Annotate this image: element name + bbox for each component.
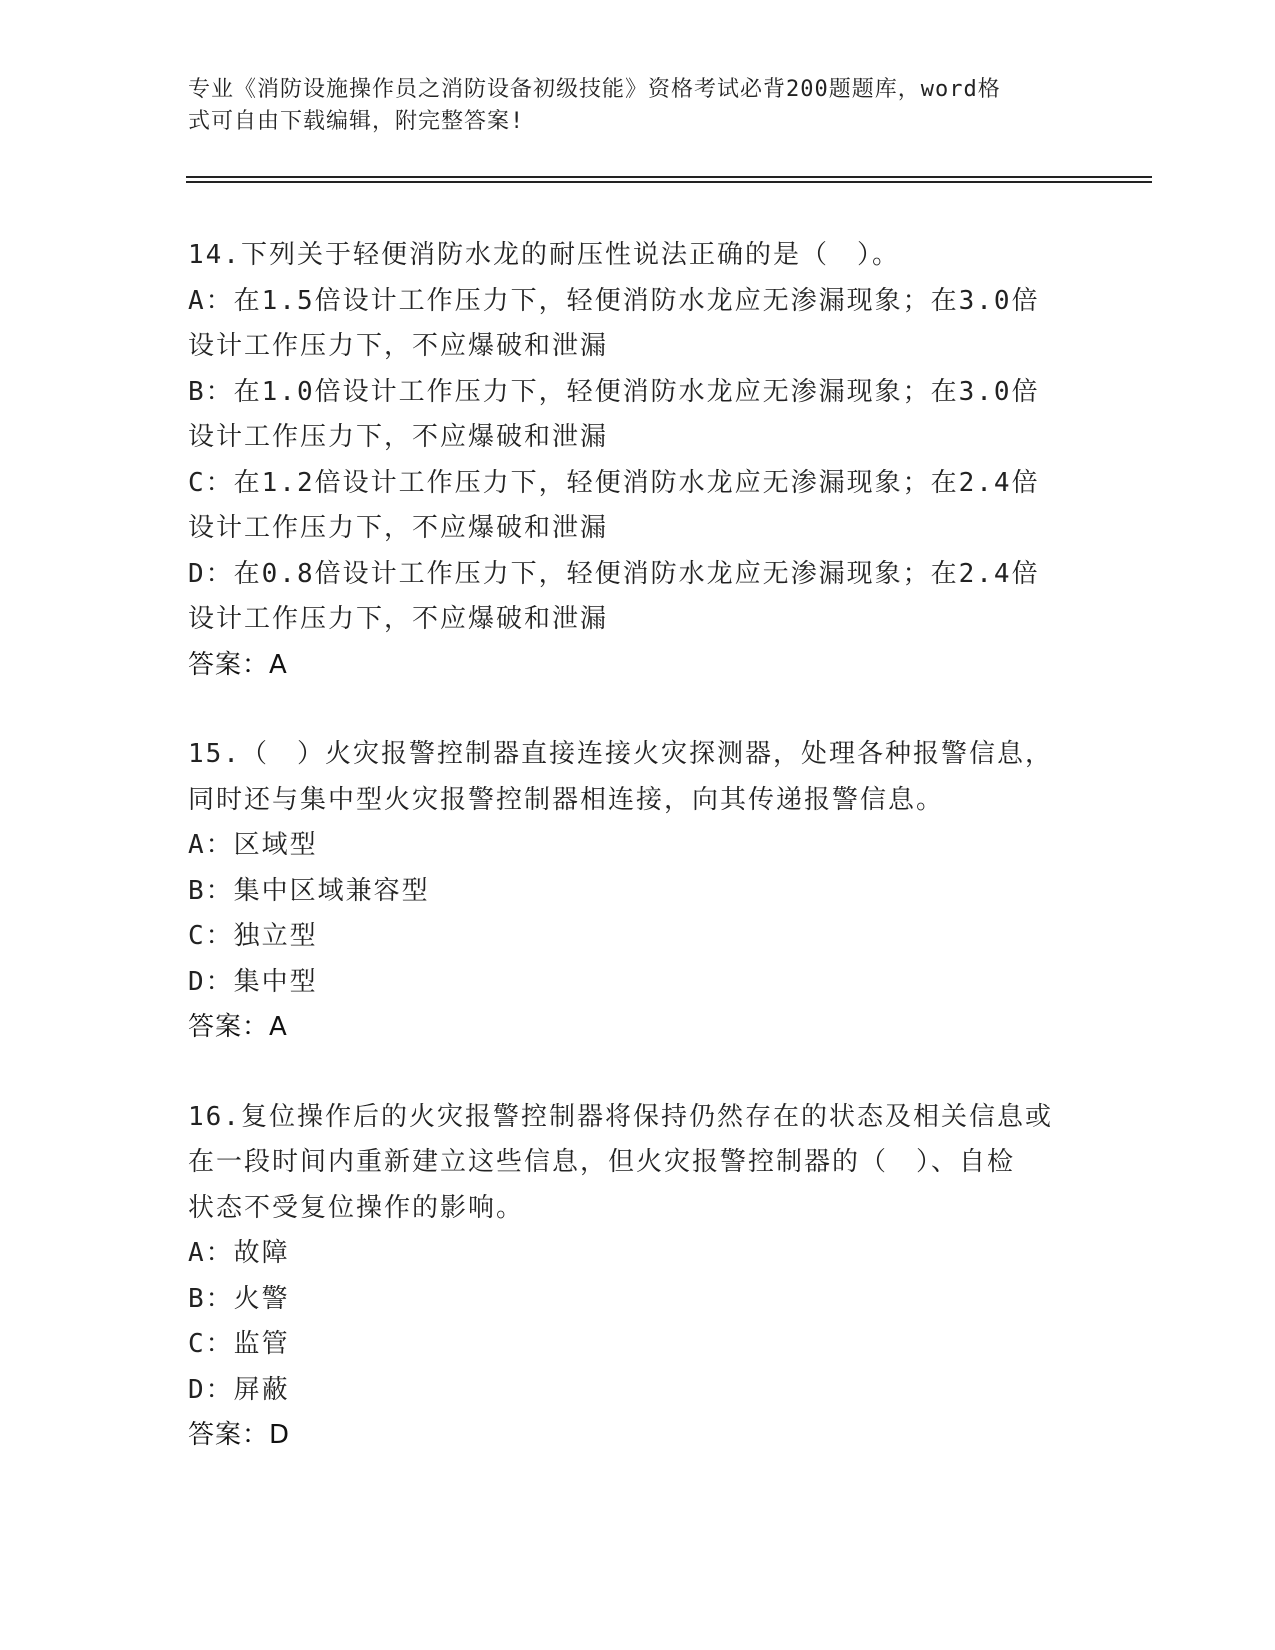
header-divider-bottom: [186, 181, 1152, 183]
question-stem: 14.下列关于轻便消防水龙的耐压性说法正确的是（ ）。: [188, 240, 900, 270]
option-a: A：故障: [188, 1238, 290, 1268]
option-b-continued: 设计工作压力下，不应爆破和泄漏: [188, 422, 609, 452]
header-divider-top: [186, 176, 1152, 178]
question-stem: 15.（ ）火灾报警控制器直接连接火灾探测器，处理各种报警信息，: [188, 739, 1053, 769]
answer: 答案：A: [188, 649, 288, 680]
header-title-line-2: 式可自由下载编辑，附完整答案!: [188, 109, 525, 134]
header-title-line-1: 专业《消防设施操作员之消防设备初级技能》资格考试必背200题题库，word格: [188, 77, 1001, 102]
question-16: [188, 1095, 1088, 1459]
option-c: C：独立型: [188, 921, 318, 951]
question-stem-continued: 状态不受复位操作的影响。: [188, 1192, 525, 1223]
question-stem-continued: 在一段时间内重新建立这些信息，但火灾报警控制器的（ ）、自检: [188, 1147, 1016, 1177]
question-15: [188, 732, 1088, 1051]
option-a: A：在1.5倍设计工作压力下，轻便消防水龙应无渗漏现象；在3.0倍: [188, 285, 1040, 316]
option-c: C：监管: [188, 1329, 290, 1359]
option-d: D：集中型: [188, 966, 318, 997]
option-c-continued: 设计工作压力下，不应爆破和泄漏: [188, 513, 609, 543]
answer: 答案：A: [188, 1012, 288, 1042]
option-c: C：在1.2倍设计工作压力下，轻便消防水龙应无渗漏现象；在2.4倍: [188, 467, 1040, 498]
document-header: [188, 74, 1068, 138]
option-d-continued: 设计工作压力下，不应爆破和泄漏: [188, 604, 609, 634]
option-d: D：屏蔽: [188, 1374, 290, 1405]
question-list: [188, 233, 1088, 1503]
option-b: B：火警: [188, 1283, 290, 1314]
question-14: [188, 233, 1088, 688]
question-stem-continued: 同时还与集中型火灾报警控制器相连接，向其传递报警信息。: [188, 784, 945, 815]
option-b: B：集中区域兼容型: [188, 875, 430, 906]
option-a-continued: 设计工作压力下，不应爆破和泄漏: [188, 331, 609, 361]
option-b: B：在1.0倍设计工作压力下，轻便消防水龙应无渗漏现象；在3.0倍: [188, 376, 1040, 407]
option-a: A：区域型: [188, 830, 318, 860]
question-stem: 16.复位操作后的火灾报警控制器将保持仍然存在的状态及相关信息或: [188, 1101, 1053, 1132]
answer: 答案：D: [188, 1420, 291, 1450]
option-d: D：在0.8倍设计工作压力下，轻便消防水龙应无渗漏现象；在2.4倍: [188, 558, 1040, 589]
